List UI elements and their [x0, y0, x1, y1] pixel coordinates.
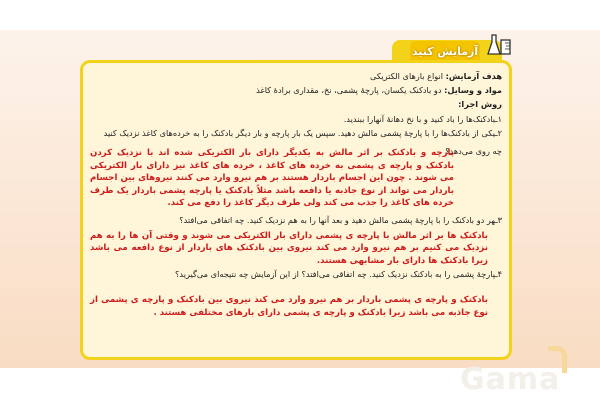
step-text: بادکنک‌ها را باد کنید و با نخ دهانهٔ آنهارا ببندید. — [343, 114, 496, 124]
step-2 — [90, 127, 502, 139]
answer-2: پارچه و بادکنک بر اثر مالش به یکدیگر دارای بار الکتریکی شده اند با نزدیک کردن بادکنک و پارچه ی پشمی به خرده های کاغذ ، خرده های کاغذ نیز دارای بار الکتریکی می شوند . چون این اجسام باردار هستند بر هم نیرو وارد می کنند نیروهای بین اجسام باردار می تواند از نوع جاذبه یا دافعه باشد مثلاً بادکنک یا پارچه پشمی باردار یک طرف خرده های کاغذ را جذب می کند ولی طرف دیگر کاغذ را دفع می کند. — [90, 148, 454, 208]
goal-line — [90, 70, 502, 82]
goal-text: انواع بارهای الکتریکی — [370, 71, 444, 81]
step-2-question: چه روی می‌دهد؟ — [445, 146, 502, 156]
procedure-label: روش اجرا: — [458, 99, 502, 109]
watermark-logo: Gama — [460, 362, 561, 397]
step-number: ۴ـ — [495, 269, 502, 279]
materials-text: دو بادکنک یکسان، پارچهٔ پشمی، نخ، مقداری برادهٔ کاغذ — [256, 85, 442, 95]
step-number: ۲ـ — [495, 128, 502, 138]
step-3 — [90, 214, 502, 226]
answer-3: بادکنک ها بر اثر مالش با پارچه ی پشمی دارای بار الکتریکی می شوند و وقتی آن ها را به هم نزدیک می کنیم بر هم نیرو وارد می کند نیروی بین بادکنک های باردار از نوع دافعه می باشد زیرا بادکنک ها دارای بار مشابهی هستند. — [90, 230, 488, 266]
lab-flask-icon — [486, 32, 514, 60]
answer-4: بادکنک و پارچه ی پشمی باردار بر هم نیرو وارد می کند نیروی بین بادکنک و پارچه ی پشمی از نوع جاذبه می باشد زیرا بادکنک و پارچه ی پشمی دارای بارهای مختلفی هستند . — [90, 295, 488, 318]
step-4 — [90, 268, 502, 280]
step-1 — [90, 113, 502, 125]
step-text: هر دو بادکنک را با پارچهٔ پشمی مالش دهید و بعد آنها را به هم نزدیک کنید. چه اتفاقی می‌افتد؟ — [179, 214, 496, 225]
step-text: پارچهٔ پشمی را به بادکنک نزدیک کنید. چه اتفاقی می‌افتد؟ از این آزمایش چه نتیجه‌ای می‌گیرید؟ — [175, 269, 496, 279]
step-number: ۳ـ — [495, 214, 502, 225]
step-text: یکی از بادکنک‌ها را با پارچهٔ پشمی مالش دهید. سپس یک بار پارچه و بار دیگر بادکنک را به خرده‌های کاغذ نزدیک کنید — [103, 128, 496, 138]
goal-label: هدف آزمایش: — [445, 71, 502, 81]
header-title: آزمایش کنید — [410, 41, 480, 61]
step-number: ۱ـ — [495, 114, 502, 124]
materials-line — [90, 84, 502, 96]
panel-content — [90, 64, 502, 319]
materials-label: مواد و وسایل: — [444, 85, 502, 95]
